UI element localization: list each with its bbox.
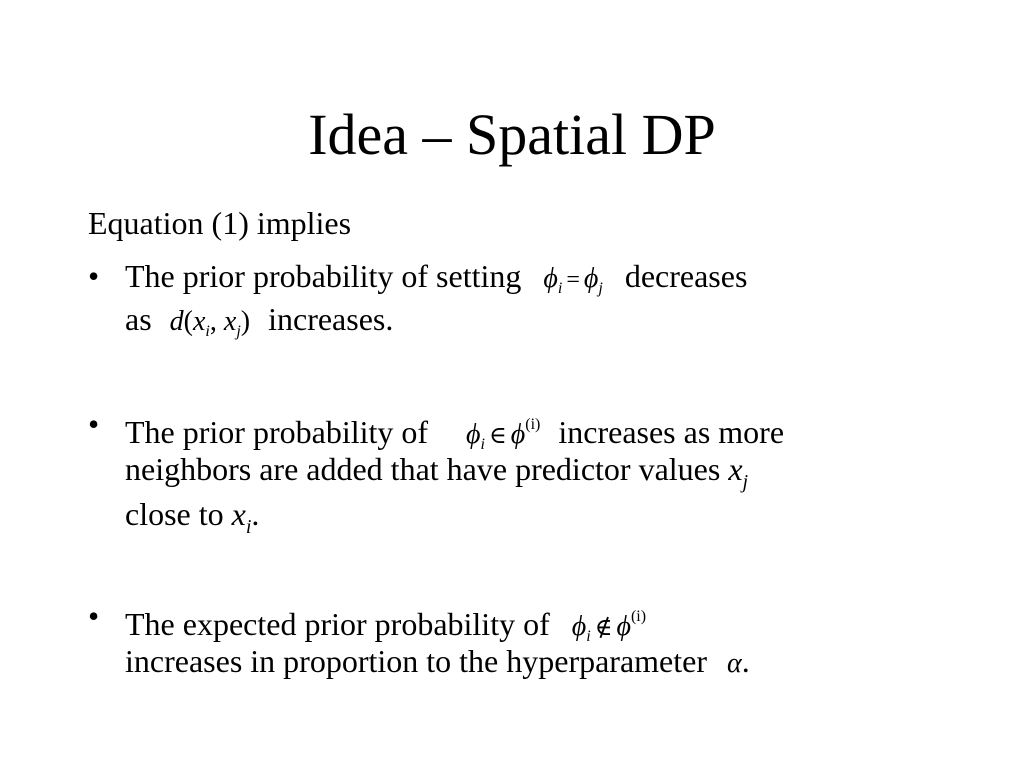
bullet-1-line-2-pre: as (125, 301, 152, 337)
bullet-3-line-2 (125, 640, 750, 685)
bullet-2-line-3 (125, 493, 259, 549)
bullet-2-line-3-period: . (251, 496, 260, 532)
bullet-1-line-2 (125, 298, 393, 353)
formula-phi-i-equals-phi-j: $\phi_i = \phi_j$ (543, 263, 603, 297)
bullet-3-line-2-text: increases in proportion to the hyperparameter (125, 643, 707, 679)
var-xj: $x_j$ (728, 451, 749, 493)
formula-phi-i-notin-phi-sup-i: $\phi_i$ ∉ $\phi^{(i)}$ (571, 608, 647, 645)
formula-distance-xi-xj: $d(x_i$, $x_j$) (169, 306, 251, 340)
bullet-2-line-3-text: close to (125, 496, 224, 532)
slide-title: Idea – Spatial DP (308, 102, 716, 167)
bullet-marker: • (88, 258, 100, 294)
bullet-3-line-2-period: . (741, 643, 750, 679)
bullet-1-line-2-post: increases. (268, 301, 394, 337)
bullet-2-text-pre: The prior probability of (125, 414, 429, 450)
bullet-2-text-post: increases as more (558, 414, 785, 450)
bullet-marker: • (88, 406, 100, 442)
formula-phi-i-in-phi-sup-i: $\phi_i$ ∈ $\phi^{(i)}$ (466, 416, 541, 453)
bullet-marker: • (88, 598, 100, 634)
formula-alpha: α (727, 648, 742, 679)
intro-text: Equation (1) implies (88, 205, 352, 241)
bullet-2-line-2-text: neighbors are added that have predictor values (125, 451, 721, 487)
bullet-3-text-pre: The expected prior probability of (125, 606, 550, 642)
bullet-1-text-post: decreases (624, 258, 748, 294)
var-xi: $x_i$ (231, 496, 252, 538)
bullet-1-text-pre: The prior probability of setting (125, 258, 522, 294)
